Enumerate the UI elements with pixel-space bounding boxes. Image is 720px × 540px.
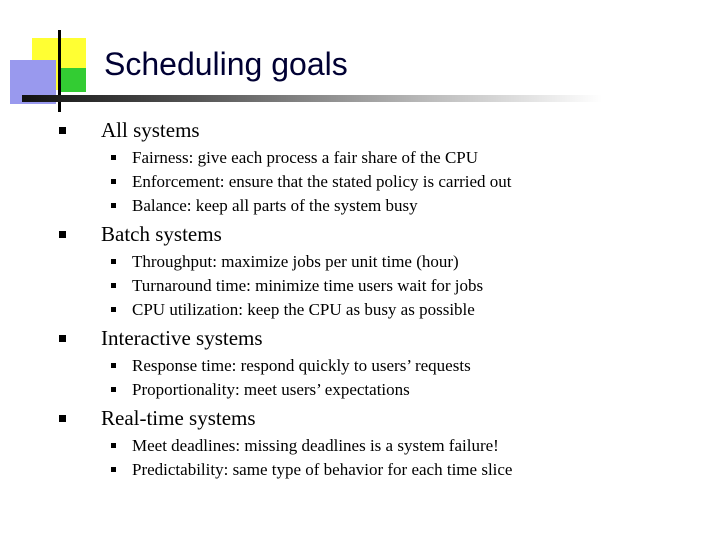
item-text: Balance: keep all parts of the system busy xyxy=(132,196,418,215)
section-all-systems xyxy=(58,116,698,218)
sub-list xyxy=(58,434,698,482)
section-interactive-systems xyxy=(58,324,698,402)
level2-item xyxy=(58,170,698,194)
item-text: Proportionality: meet users’ expectations xyxy=(132,380,410,399)
sub-list xyxy=(58,146,698,218)
square-bullet-icon xyxy=(59,335,66,342)
level2-item xyxy=(58,194,698,218)
square-bullet-icon xyxy=(111,363,116,368)
item-text: CPU utilization: keep the CPU as busy as possible xyxy=(132,300,475,319)
square-bullet-icon xyxy=(111,179,116,184)
square-bullet-icon xyxy=(111,203,116,208)
level2-item xyxy=(58,298,698,322)
level2-item xyxy=(58,378,698,402)
level2-item xyxy=(58,354,698,378)
square-bullet-icon xyxy=(59,231,66,238)
level2-item xyxy=(58,274,698,298)
level1-item xyxy=(58,116,698,144)
square-bullet-icon xyxy=(111,467,116,472)
level2-item xyxy=(58,434,698,458)
slide-content xyxy=(58,116,698,484)
section-heading: All systems xyxy=(101,118,200,142)
section-heading: Real-time systems xyxy=(101,406,256,430)
item-text: Response time: respond quickly to users’ requests xyxy=(132,356,471,375)
level2-item xyxy=(58,146,698,170)
square-bullet-icon xyxy=(111,155,116,160)
square-bullet-icon xyxy=(111,307,116,312)
level2-item xyxy=(58,250,698,274)
decor-green-square xyxy=(58,68,86,92)
section-heading: Interactive systems xyxy=(101,326,263,350)
level2-item xyxy=(58,458,698,482)
sub-list xyxy=(58,354,698,402)
square-bullet-icon xyxy=(111,387,116,392)
square-bullet-icon xyxy=(111,443,116,448)
square-bullet-icon xyxy=(59,415,66,422)
sub-list xyxy=(58,250,698,322)
level1-item xyxy=(58,220,698,248)
level1-item xyxy=(58,404,698,432)
item-text: Meet deadlines: missing deadlines is a system failure! xyxy=(132,436,499,455)
level1-item xyxy=(58,324,698,352)
section-heading: Batch systems xyxy=(101,222,222,246)
slide-title: Scheduling goals xyxy=(104,46,348,82)
square-bullet-icon xyxy=(111,259,116,264)
title-underline xyxy=(22,95,602,102)
square-bullet-icon xyxy=(111,283,116,288)
item-text: Throughput: maximize jobs per unit time (hour) xyxy=(132,252,459,271)
item-text: Predictability: same type of behavior for each time slice xyxy=(132,460,513,479)
section-batch-systems xyxy=(58,220,698,322)
square-bullet-icon xyxy=(59,127,66,134)
item-text: Turnaround time: minimize time users wait for jobs xyxy=(132,276,484,295)
item-text: Enforcement: ensure that the stated policy is carried out xyxy=(132,172,512,191)
item-text: Fairness: give each process a fair share of the CPU xyxy=(132,148,479,167)
section-real-time-systems xyxy=(58,404,698,482)
